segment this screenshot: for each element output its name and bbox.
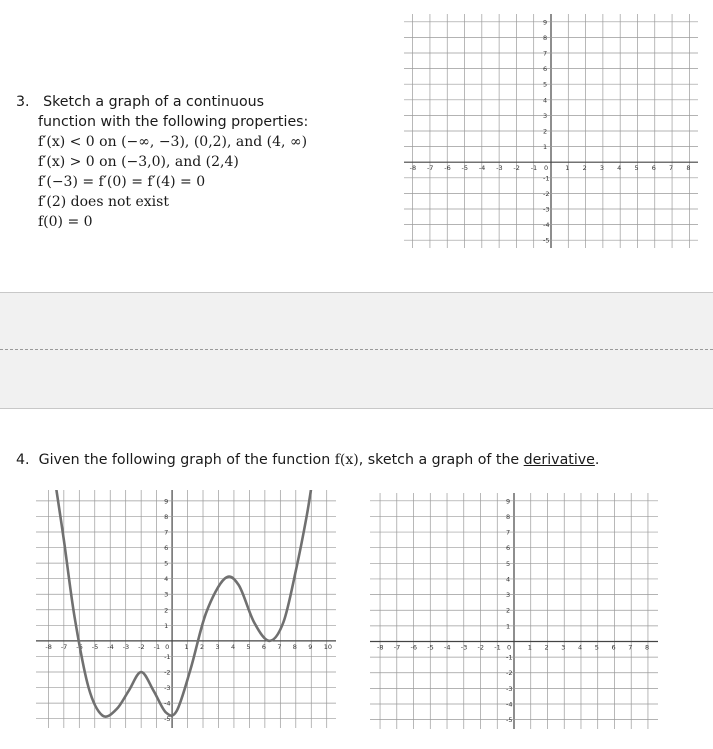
problem-number: 3. <box>16 94 30 110</box>
y-tick-label: 8 <box>164 512 169 521</box>
x-tick-label: 5 <box>594 643 599 652</box>
y-tick-label: -2 <box>543 189 550 198</box>
function-symbol: f(x) <box>334 452 359 468</box>
x-tick-label: 7 <box>669 164 674 173</box>
y-tick-label: 7 <box>506 528 511 537</box>
y-tick-label: 4 <box>506 575 511 584</box>
x-tick-label: 1 <box>527 643 532 652</box>
x-tick-label: 10 <box>323 642 333 651</box>
y-tick-label: 9 <box>164 497 169 506</box>
x-tick-label: 6 <box>611 643 616 652</box>
y-tick-label: 1 <box>164 621 169 630</box>
x-tick-label: 2 <box>200 642 205 651</box>
problem-text: Given the following graph of the function <box>38 452 335 468</box>
property-2: f′(x) > 0 on (−3,0), and (2,4) <box>38 154 239 170</box>
x-tick-label: -5 <box>461 164 469 173</box>
y-tick-label: 6 <box>506 544 511 553</box>
problem-3 <box>16 92 376 232</box>
x-tick-label: -1 <box>530 164 538 173</box>
y-tick-label: -3 <box>506 684 513 693</box>
y-tick-label: 5 <box>506 559 511 568</box>
y-tick-label: -4 <box>164 699 171 708</box>
x-tick-label: 9 <box>308 642 313 651</box>
x-tick-label: 5 <box>634 164 639 173</box>
x-tick-label: -6 <box>410 643 418 652</box>
y-tick-label: 9 <box>543 18 548 27</box>
problem-text: Sketch a graph of a continuous <box>43 94 265 110</box>
x-tick-label: -7 <box>60 642 68 651</box>
y-tick-label: 3 <box>543 111 548 120</box>
section-separator <box>0 292 713 409</box>
property-3: f′(−3) = f′(0) = f′(4) = 0 <box>38 174 206 190</box>
x-tick-label: -5 <box>427 643 434 652</box>
x-tick-label: 0 <box>544 164 549 173</box>
y-tick-label: -4 <box>506 700 513 709</box>
x-tick-label: -1 <box>494 643 501 652</box>
x-tick-label: 4 <box>617 164 622 173</box>
dashed-divider <box>0 349 713 350</box>
problem-4-text <box>16 452 599 468</box>
y-tick-label: -3 <box>164 684 171 693</box>
problem-text: , sketch a graph of the <box>358 452 524 468</box>
x-tick-label: -7 <box>426 164 434 173</box>
y-tick-label: 4 <box>543 96 548 105</box>
function-graph <box>36 490 336 728</box>
y-tick-label: 3 <box>506 591 511 600</box>
x-tick-label: -7 <box>393 643 401 652</box>
x-tick-label: -2 <box>513 164 520 173</box>
grid-lines <box>36 490 336 728</box>
x-tick-label: 8 <box>292 642 297 651</box>
x-tick-label: 4 <box>577 643 583 652</box>
y-tick-label: 2 <box>164 606 169 615</box>
x-tick-label: -3 <box>460 643 468 652</box>
y-tick-label: 7 <box>543 49 548 58</box>
x-tick-label: 7 <box>628 643 633 652</box>
grid-lines <box>404 14 698 248</box>
x-tick-label: 7 <box>277 642 282 651</box>
property-5: f(0) = 0 <box>38 214 93 230</box>
y-tick-label: 1 <box>506 622 511 631</box>
x-tick-label: 1 <box>184 642 189 651</box>
y-tick-label: 4 <box>164 575 169 584</box>
x-tick-label: 3 <box>599 164 605 173</box>
answer-grid-problem-4[interactable] <box>370 493 658 729</box>
x-tick-label: -2 <box>138 642 145 651</box>
y-tick-label: 5 <box>164 559 169 568</box>
x-tick-label: 1 <box>565 164 570 173</box>
x-tick-label: 6 <box>261 642 267 651</box>
y-tick-label: 1 <box>543 143 548 152</box>
derivative-word: derivative <box>523 452 595 468</box>
y-tick-label: 6 <box>543 65 548 74</box>
y-tick-label: 3 <box>164 590 169 599</box>
y-tick-label: -5 <box>506 716 513 725</box>
problem-text: . <box>594 452 600 468</box>
x-tick-label: -3 <box>496 164 503 173</box>
y-tick-label: 5 <box>543 80 548 89</box>
y-tick-label: 9 <box>506 497 511 506</box>
problem-number: 4. <box>16 452 30 468</box>
x-tick-label: -8 <box>377 643 384 652</box>
x-tick-label: 0 <box>507 643 512 652</box>
x-tick-label: -4 <box>107 642 114 651</box>
x-tick-label: -1 <box>153 642 161 651</box>
x-tick-label: 0 <box>165 642 170 651</box>
y-tick-label: 8 <box>506 512 511 521</box>
x-tick-label: -3 <box>122 642 130 651</box>
x-tick-label: 4 <box>230 642 236 651</box>
problem-3-intro <box>16 92 376 112</box>
y-tick-label: -5 <box>543 236 550 245</box>
x-tick-label: -8 <box>409 164 417 173</box>
y-tick-label: -4 <box>543 221 550 230</box>
y-tick-label: -2 <box>164 668 171 677</box>
answer-grid-problem-3[interactable] <box>404 14 698 248</box>
x-tick-label: -6 <box>444 164 451 173</box>
x-tick-label: -8 <box>45 642 52 651</box>
function-curve <box>55 478 313 717</box>
x-tick-label: -4 <box>478 164 486 173</box>
y-tick-label: -2 <box>506 669 513 678</box>
y-tick-label: -1 <box>543 174 550 183</box>
x-tick-label: 8 <box>686 164 691 173</box>
y-tick-label: -3 <box>543 205 550 214</box>
y-tick-label: 2 <box>543 127 548 136</box>
property-4: f′(2) does not exist <box>38 194 169 210</box>
x-tick-label: -6 <box>76 642 83 651</box>
x-tick-label: 2 <box>544 643 549 652</box>
x-tick-label: 6 <box>651 164 656 173</box>
y-tick-label: 8 <box>543 33 548 42</box>
property-1: f′(x) < 0 on (−∞, −3), (0,2), and (4, ∞) <box>38 134 308 150</box>
x-tick-label: 5 <box>246 642 251 651</box>
x-tick-label: 3 <box>561 643 566 652</box>
x-tick-label: 8 <box>644 643 650 652</box>
problem-text: function with the following properties: <box>38 114 309 130</box>
x-tick-label: -4 <box>444 643 451 652</box>
x-tick-label: 2 <box>582 164 587 173</box>
x-tick-label: 3 <box>215 642 220 651</box>
y-tick-label: 6 <box>164 544 169 553</box>
y-tick-label: 2 <box>506 606 511 615</box>
y-tick-label: -1 <box>506 653 513 662</box>
grid-lines <box>370 493 658 729</box>
x-tick-label: -2 <box>477 643 484 652</box>
y-tick-label: -5 <box>164 715 171 724</box>
y-tick-label: 7 <box>164 528 169 537</box>
y-tick-label: -1 <box>164 652 171 661</box>
x-tick-label: -5 <box>91 642 99 651</box>
